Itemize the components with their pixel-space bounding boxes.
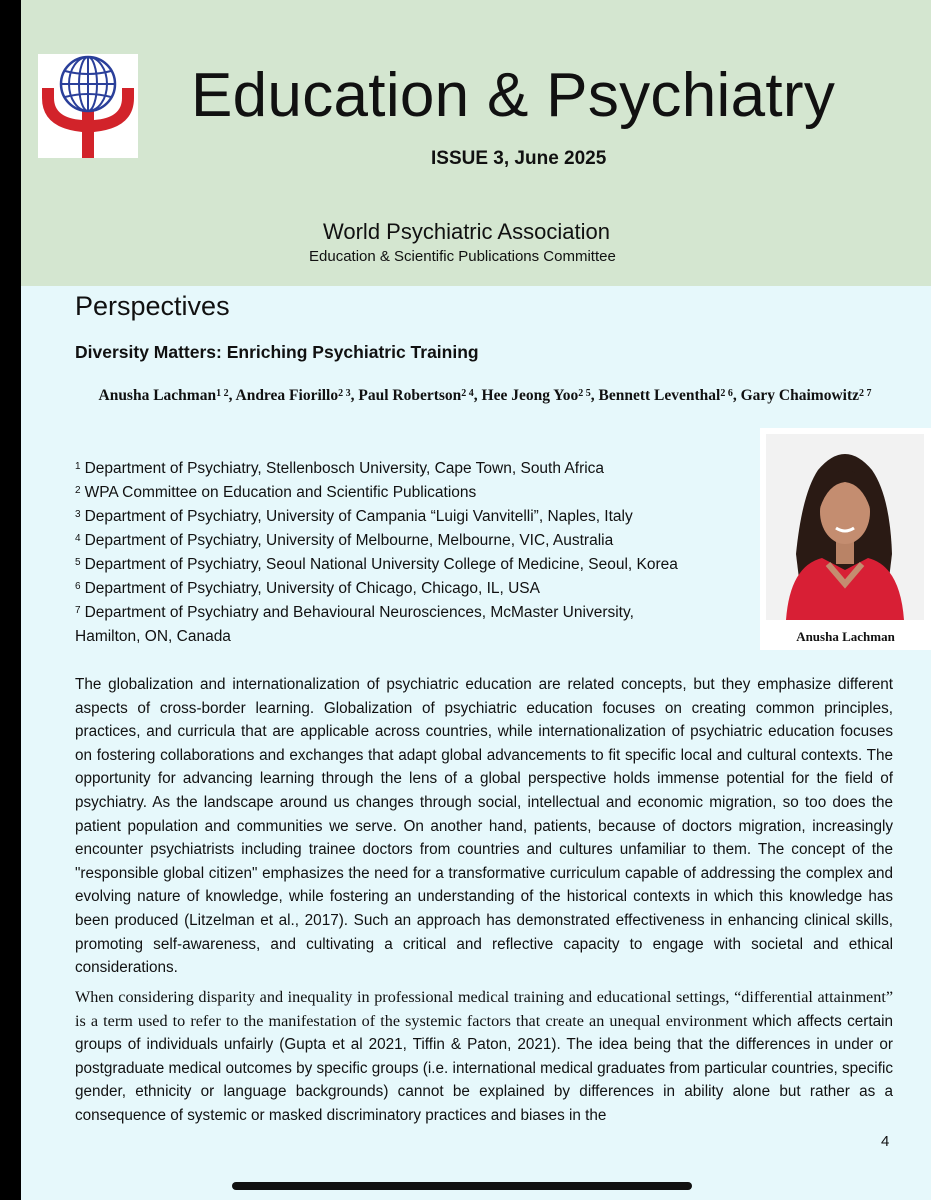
author: Hee Jeong Yoo$^{2 5}$, [481,387,599,404]
author: Bennett Leventhal$^{2 6}$, [598,387,741,404]
affiliation-item: $^6$ Department of Psychiatry, University of Chicago, Chicago, IL, USA [75,580,540,597]
affiliation-item: $^4$ Department of Psychiatry, University of Melbourne, Melbourne, VIC, Australia [75,532,614,549]
journal-header [21,0,931,286]
wpa-globe-psi-icon [38,54,138,158]
body-paragraph [75,986,893,1128]
body-text-serif: When considering disparity and inequality in professional medical training and educational settings, “differential attainment” is a term used to refer to the manifestation of the systemic factors that create an unequal environment [75,988,893,1030]
author-list [75,384,895,408]
journal-page [21,0,931,1200]
body-paragraph: The globalization and internationalization of psychiatric education are related concepts, but they emphasize different aspects of cross-border learning. Globalization of psychiatric education focuses on creating common principles, practices, and curricula that are applicable across countries, while internationalization of psychiatric education focuses on fostering collaborations and exchanges that adapt global advancements to fit specific local and cultural contexts. The opportunity for advancing learning through the lens of a global perspective holds immense potential for the field of psychiatry. As the landscape around us changes through social, intellectual and economic migration, so too does the patient population and communities we serve. On another hand, patients, because of doctors migration, increasingly encounter psychiatrists including trainee doctors from countries and cultures unfamiliar to them. The concept of the "responsible global citizen" emphasizes the need for a transformative curriculum capable of addressing the complex and evolving nature of knowledge, while fostering an understanding of the historical contexts in which this knowledge has been produced (Litzelman et al., 2017). Such an approach has demonstrated effectiveness in enhancing clinical skills, promoting self-awareness, and cultivating a critical and reflective capacity to engage with societal and ethical considerations. [75,676,893,977]
affiliation-item: $^2$ WPA Committee on Education and Scientific Publications [75,484,477,501]
author: Anusha Lachman$^{1 2}$, [98,387,236,404]
article-title: Diversity Matters: Enriching Psychiatric Training [75,342,479,362]
body-text-sans: which affects certain groups of individuals unfairly (Gupta et al 2021, Tiffin & Paton, 2021). The idea being that the differences in under or postgraduate medical outcomes by specific groups (i.e. international medical graduates from particular countries, specific gender, ethnicity or language backgrounds) cannot be explained by differences in ability alone but rather as a consequence of systemic or masked discriminatory practices and biases in the [75,1012,894,1124]
affiliation-list [75,457,765,649]
home-indicator[interactable] [232,1182,692,1190]
affiliation-item: $^5$ Department of Psychiatry, Seoul National University College of Medicine, Seoul, Korea [75,556,678,573]
affiliation-item: $^7$ Department of Psychiatry and Behavioural Neurosciences, McMaster University, [75,604,634,621]
author: Gary Chaimowitz$^{2 7}$ [740,387,872,404]
author-photo-frame [760,428,931,650]
author: Andrea Fiorillo$^{2 3}$, [235,387,359,404]
author-photo [766,434,924,620]
section-heading: Perspectives [75,291,230,321]
affiliation-item: $^3$ Department of Psychiatry, University of Campania “Luigi Vanvitelli”, Naples, Italy [75,508,633,525]
photo-caption: Anusha Lachman [796,629,895,644]
affiliation-item-continued: Hamilton, ON, Canada [75,628,231,645]
page-number: 4 [881,1133,890,1150]
wpa-logo-icon [38,54,138,158]
journal-title: Education & Psychiatry [191,61,836,130]
organization-name: World Psychiatric Association [323,219,610,244]
affiliation-item: $^1$ Department of Psychiatry, Stellenbosch University, Cape Town, South Africa [75,460,605,477]
author: Paul Robertson$^{2 4}$, [358,387,482,404]
committee-name: Education & Scientific Publications Committee [309,248,616,265]
issue-label: ISSUE 3, June 2025 [431,148,607,169]
